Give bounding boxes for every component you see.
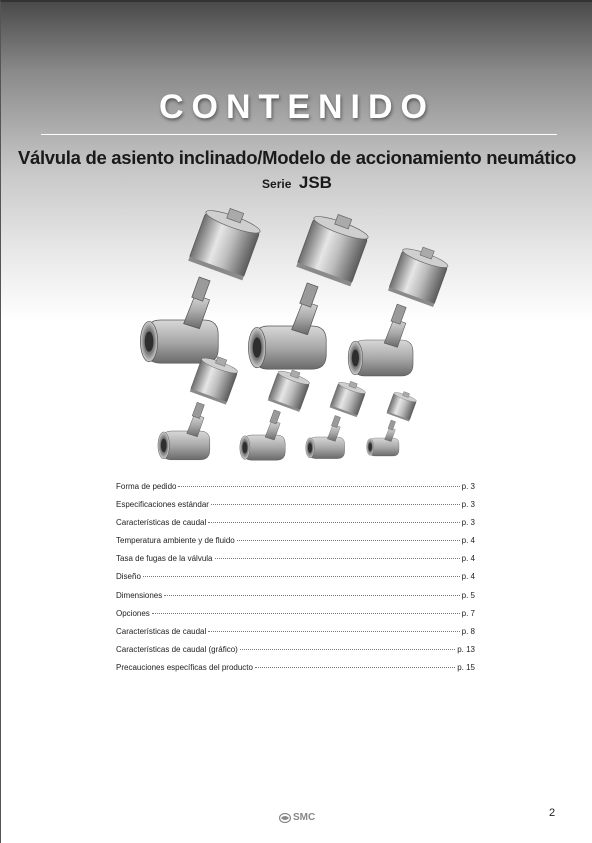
- toc-page: p. 13: [457, 644, 475, 654]
- toc-page: p. 4: [461, 536, 475, 546]
- toc-page: p. 3: [461, 482, 475, 491]
- toc-leader: [240, 649, 455, 650]
- toc-leader: [152, 613, 460, 614]
- toc-leader: [211, 504, 460, 505]
- toc-item[interactable]: [116, 591, 475, 609]
- toc-item[interactable]: [116, 609, 475, 627]
- toc-item[interactable]: [116, 645, 475, 663]
- series-label: Serie: [262, 177, 292, 191]
- toc-item[interactable]: [116, 482, 475, 500]
- toc-label: Opciones: [116, 608, 150, 618]
- toc-item[interactable]: [116, 554, 475, 572]
- title-divider: [41, 134, 557, 135]
- toc-page: p. 4: [461, 554, 475, 564]
- product-photo: [121, 198, 481, 468]
- toc-item[interactable]: [116, 500, 475, 518]
- series-code: JSB: [298, 173, 332, 192]
- toc-page: p. 3: [461, 500, 475, 510]
- series-line: [1, 173, 592, 193]
- smc-logo-text: SMC: [293, 812, 316, 823]
- page-number: 2: [549, 807, 556, 819]
- toc-label: Diseño: [116, 572, 141, 582]
- toc-page: p. 3: [461, 518, 475, 528]
- toc-leader: [215, 558, 460, 559]
- toc-leader: [237, 540, 460, 541]
- toc-label: Tasa de fugas de la válvula: [116, 554, 213, 564]
- toc-label: Características de caudal: [116, 626, 207, 636]
- toc-page: p. 7: [461, 608, 475, 618]
- toc-page: p. 8: [461, 626, 475, 636]
- toc-item[interactable]: [116, 572, 475, 590]
- toc-label: Forma de pedido: [116, 482, 177, 491]
- toc-page: p. 5: [461, 590, 475, 600]
- page-title: CONTENIDO: [159, 88, 435, 126]
- smc-logo: [279, 812, 315, 823]
- toc-page: p. 15: [457, 662, 475, 672]
- toc-label: Temperatura ambiente y de fluido: [116, 536, 235, 546]
- toc-item[interactable]: [116, 536, 475, 554]
- toc-item[interactable]: [116, 627, 475, 645]
- product-subtitle: Válvula de asiento inclinado/Modelo de accionamiento neumático: [17, 147, 577, 168]
- toc-label: Características de caudal (gráfico): [116, 644, 238, 654]
- toc-leader: [164, 595, 459, 596]
- toc-leader: [143, 576, 460, 577]
- toc-leader: [255, 667, 455, 668]
- toc-item[interactable]: [116, 663, 475, 681]
- toc-label: Características de caudal: [116, 518, 207, 528]
- table-of-contents: [116, 482, 475, 681]
- toc-leader: [208, 522, 459, 523]
- toc-page: p. 4: [461, 572, 475, 582]
- toc-leader: [178, 486, 459, 487]
- toc-label: Precauciones específicas del producto: [116, 662, 253, 672]
- toc-leader: [208, 631, 459, 632]
- toc-label: Especificaciones estándar: [116, 500, 209, 510]
- smc-logo-icon: [279, 813, 291, 823]
- toc-label: Dimensiones: [116, 590, 163, 600]
- toc-item[interactable]: [116, 518, 475, 536]
